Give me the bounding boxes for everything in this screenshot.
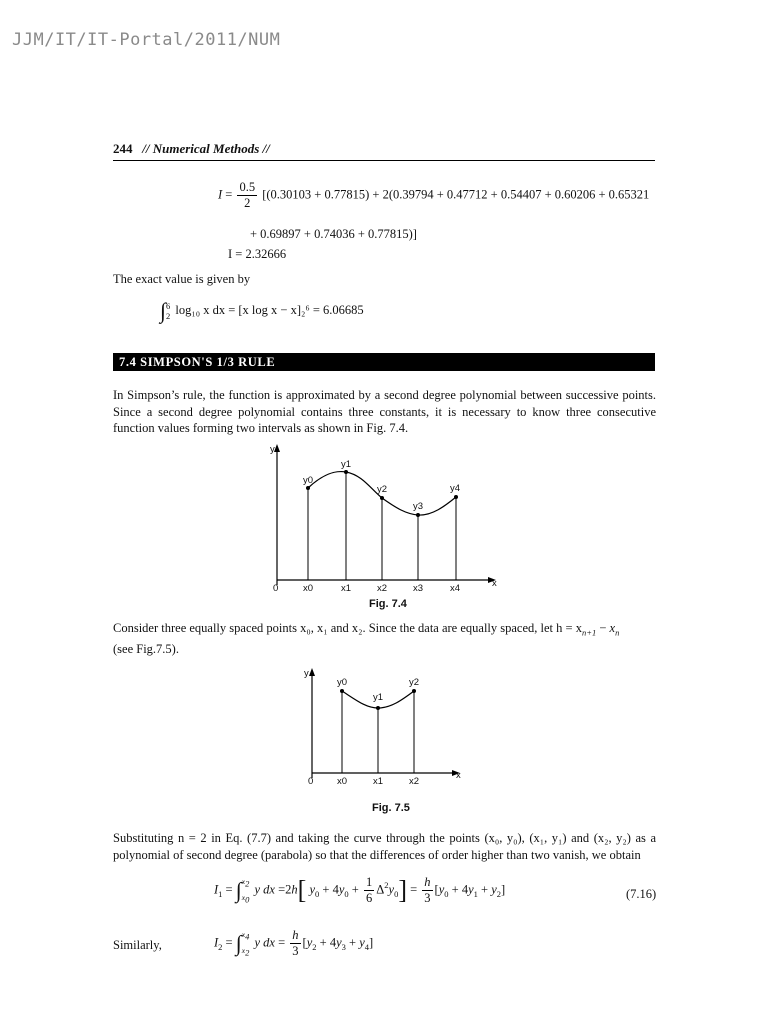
y-axis-label: y	[270, 444, 275, 455]
y2-label: y2	[377, 484, 388, 495]
similarly-label: Similarly,	[113, 938, 162, 952]
trapezoidal-equation-line2: + 0.69897 + 0.74036 + 0.77815)]	[250, 227, 417, 241]
y-axis-label: y	[304, 668, 309, 679]
figure-7-4-caption: Fig. 7.4	[369, 598, 407, 610]
trapezoidal-result: I = 2.32666	[228, 247, 287, 261]
header-rule	[113, 160, 655, 161]
x3-label: x3	[413, 583, 424, 594]
y1-label: y1	[373, 692, 384, 703]
y-axis-arrow	[309, 668, 315, 676]
paragraph-equally-spaced: Consider three equally spaced points x₀, x₁ and x₂. Since the data are equally spaced, let $h = x_{n+1} - x_n$ (see Fig.7.5).	[113, 621, 620, 656]
x1-label: x1	[373, 776, 384, 787]
exact-value-text: The exact value is given by	[113, 272, 251, 286]
x0-label: x0	[303, 583, 314, 594]
figure-7-4	[260, 440, 510, 600]
x1-label: x1	[341, 583, 352, 594]
equation-I2: $I_2$ = ∫ $x_4$ $x_2$ y dx = $\frac{h}{3}$ $[y_2 + 4y_3 + y_4]$	[214, 928, 374, 958]
watermark: JJM/IT/IT-Portal/2011/NUM	[12, 30, 281, 50]
x-axis-label: x	[456, 770, 461, 781]
equation-7-16: $I_1$ = ∫ $x_2$ $x_0$ y dx =2h[ $y_0 + 4y_0$ + $\frac{1}{6}$ $\Delta^2y_0$] = $\frac{h}{3}$ $[y_0 + 4y_1 + y_2]$	[214, 875, 506, 905]
x0-label: x0	[337, 776, 348, 787]
y3-label: y3	[413, 501, 424, 512]
y0-label: y0	[337, 677, 348, 688]
book-title: // Numerical Methods //	[142, 141, 270, 156]
origin-label: 0	[273, 583, 279, 594]
y2-label: y2	[409, 677, 420, 688]
page-number: 244	[113, 141, 133, 156]
running-head	[113, 141, 270, 157]
section-heading: 7.4 SIMPSON'S 1/3 RULE	[113, 353, 655, 371]
figure-7-5-caption: Fig. 7.5	[372, 802, 410, 814]
y0-label: y0	[303, 475, 314, 486]
figure-7-5	[298, 662, 478, 790]
exact-integral-equation: ∫ 6 2 log₁₀ x dx = [x log x − x]₂⁶ = 6.06685	[160, 298, 364, 323]
y-axis-arrow	[274, 444, 280, 452]
x-axis-label: x	[492, 578, 497, 589]
x4-label: x4	[450, 583, 461, 594]
fraction: $\frac{0.5}{2}$	[239, 180, 256, 210]
y1-label: y1	[341, 459, 352, 470]
x2-label: x2	[377, 583, 388, 594]
trapezoidal-equation-line1: I = $\frac{0.5}{2}$ [(0.30103 + 0.77815) + 2(0.39794 + 0.47712 + 0.54407 + 0.60206 + 0.65321	[218, 180, 650, 210]
paragraph-simpson-intro: In Simpson’s rule, the function is approximated by a second degree polynomial between successive points. Since a second degree polynomial contains three constants, it is necessary to know three consecutive function values forming two intervals as shown in Fig. 7.4.	[113, 388, 656, 435]
origin-label: 0	[308, 776, 314, 787]
paragraph-substituting: Substituting n = 2 in Eq. (7.7) and taking the curve through the points (x₀, y₀), (x₁, y₁) and (x₂, y₂) as a polynomial of second degree (parabola) so that the differences of order higher than two vanish, we obtain	[113, 831, 656, 862]
x2-label: x2	[409, 776, 420, 787]
equation-number: (7.16)	[626, 887, 657, 901]
y4-label: y4	[450, 483, 461, 494]
